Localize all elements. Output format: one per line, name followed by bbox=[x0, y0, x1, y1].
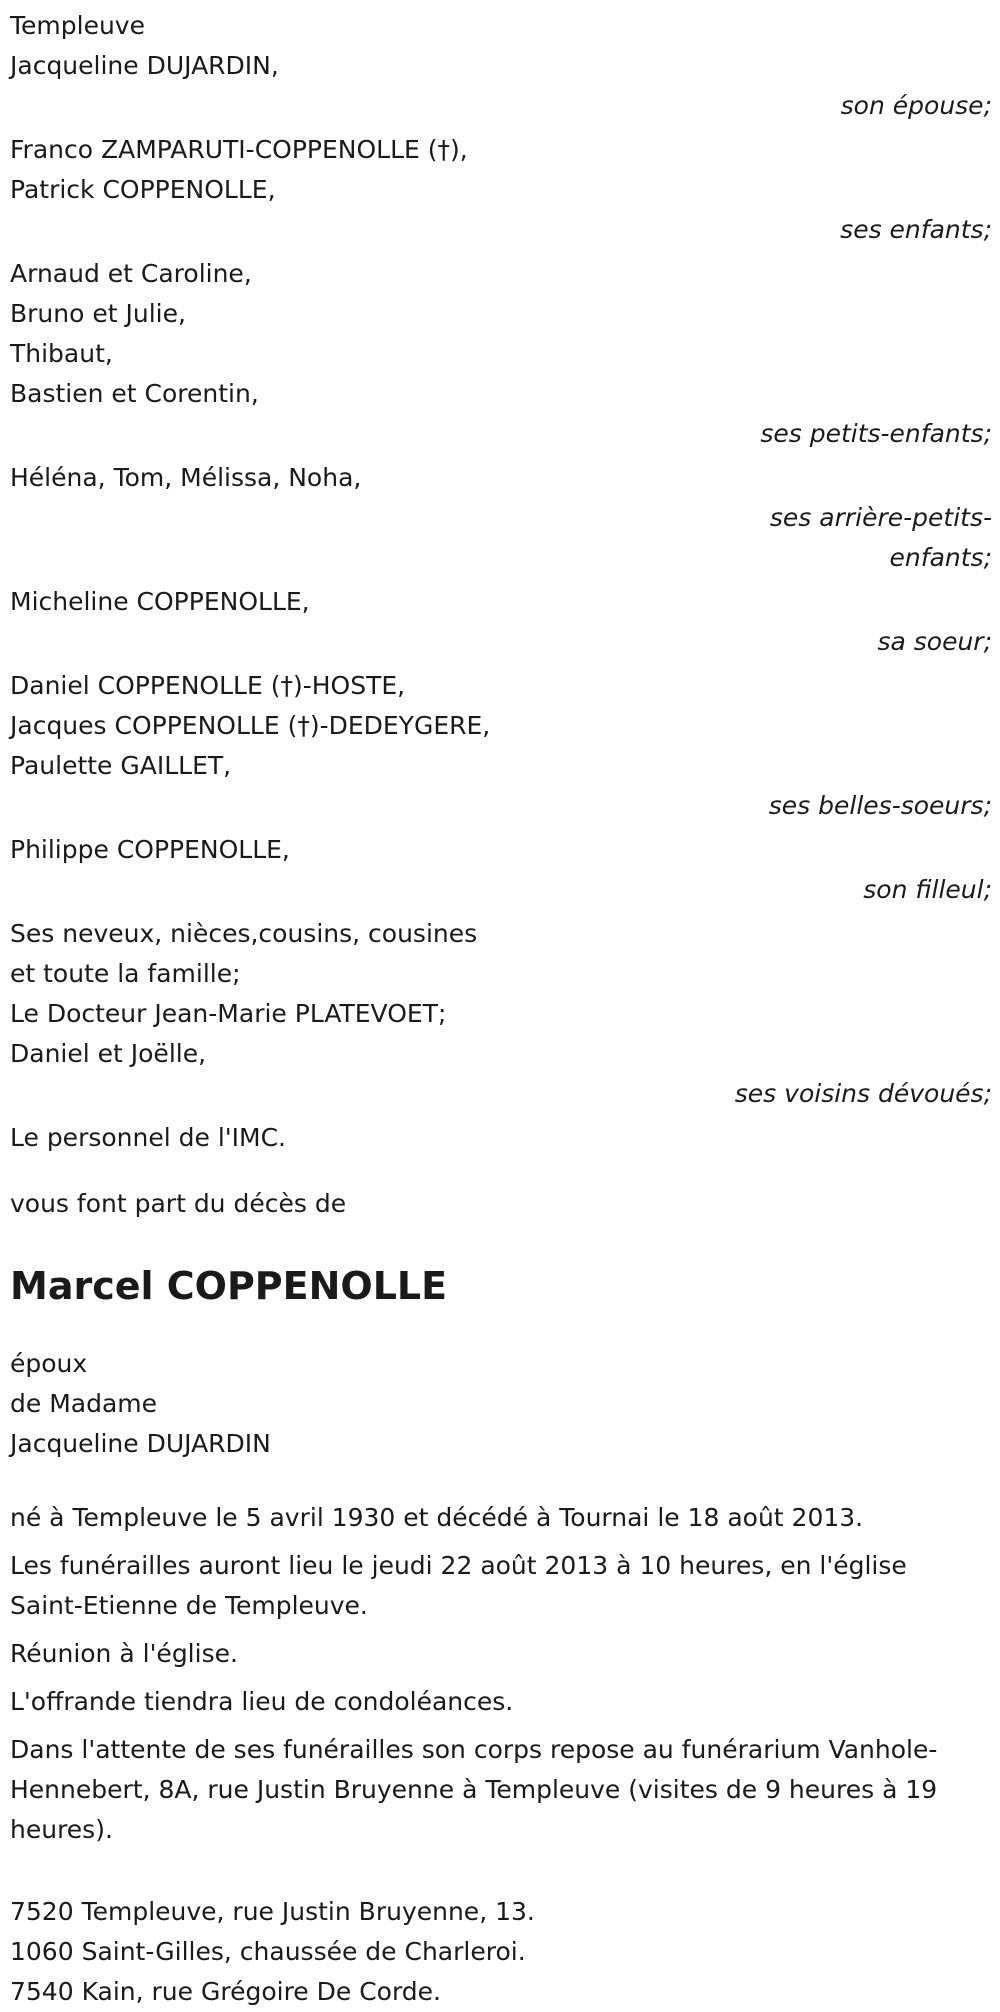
family-name: Arnaud et Caroline, bbox=[10, 259, 252, 288]
deceased-name: Marcel COPPENOLLE bbox=[10, 1264, 448, 1308]
address-line: 7520 Templeuve, rue Justin Bruyenne, 13. bbox=[10, 1897, 535, 1926]
family-name: Paulette GAILLET, bbox=[10, 751, 232, 780]
family-group-great-grandchildren bbox=[10, 458, 992, 578]
family-name: et toute la famille; bbox=[10, 959, 241, 988]
family-role: ses arrière-petits-enfants; bbox=[769, 503, 992, 572]
family-group-children bbox=[10, 130, 992, 250]
family-name: Bastien et Corentin, bbox=[10, 379, 259, 408]
family-role: sa soeur; bbox=[877, 627, 992, 656]
family-group-godson bbox=[10, 830, 992, 910]
family-role: ses petits-enfants; bbox=[760, 419, 992, 448]
family-role: son filleul; bbox=[863, 875, 992, 904]
detail-meeting: Réunion à l'église. bbox=[10, 1639, 238, 1668]
family-name: Daniel et Joëlle, bbox=[10, 1039, 207, 1068]
family-name: Micheline COPPENOLLE, bbox=[10, 587, 310, 616]
family-name: Thibaut, bbox=[10, 339, 113, 368]
place-header: Templeuve bbox=[10, 11, 145, 40]
address-line: 1060 Saint-Gilles, chaussée de Charleroi. bbox=[10, 1937, 526, 1966]
spouse-line: époux bbox=[10, 1349, 88, 1378]
family-name: Daniel COPPENOLLE (†)-HOSTE, bbox=[10, 671, 406, 700]
staff-line: Le personnel de l'IMC. bbox=[10, 1123, 286, 1152]
family-name: Philippe COPPENOLLE, bbox=[10, 835, 290, 864]
family-name: Patrick COPPENOLLE, bbox=[10, 175, 276, 204]
family-role: ses voisins dévoués; bbox=[734, 1079, 992, 1108]
family-group-neighbours bbox=[10, 914, 992, 1114]
family-name: Jacqueline DUJARDIN, bbox=[10, 51, 279, 80]
spouse-line: Jacqueline DUJARDIN bbox=[10, 1429, 271, 1458]
family-name: Le Docteur Jean-Marie PLATEVOET; bbox=[10, 999, 447, 1028]
family-group-grandchildren bbox=[10, 254, 992, 454]
family-name: Héléna, Tom, Mélissa, Noha, bbox=[10, 463, 362, 492]
address-line: 7540 Kain, rue Grégoire De Corde. bbox=[10, 1977, 441, 2006]
spouse-line: de Madame bbox=[10, 1389, 158, 1418]
family-name: Jacques COPPENOLLE (†)-DEDEYGERE, bbox=[10, 711, 491, 740]
family-group-sisters-in-law bbox=[10, 666, 992, 826]
family-name: Ses neveux, nièces,cousins, cousines bbox=[10, 919, 478, 948]
family-role: son épouse; bbox=[840, 91, 992, 120]
announcement-text: vous font part du décès de bbox=[10, 1189, 347, 1218]
detail-birth-death: né à Templeuve le 5 avril 1930 et décédé à Tournai le 18 août 2013. bbox=[10, 1503, 864, 1532]
detail-offering: L'offrande tiendra lieu de condoléances. bbox=[10, 1687, 514, 1716]
family-name: Franco ZAMPARUTI-COPPENOLLE (†), bbox=[10, 135, 468, 164]
detail-funeral: Les funérailles auront lieu le jeudi 22 août 2013 à 10 heures, en l'église Saint-Etienne de Templeuve. bbox=[10, 1551, 907, 1620]
detail-funerarium: Dans l'attente de ses funérailles son corps repose au funérarium Vanhole-Hennebert, 8A, rue Justin Bruyenne à Templeuve (visites de 9 heures à 19 heures). bbox=[10, 1735, 938, 1844]
family-group-spouse bbox=[10, 46, 992, 126]
family-role: ses enfants; bbox=[840, 215, 992, 244]
family-group-sister bbox=[10, 582, 992, 662]
family-role: ses belles-soeurs; bbox=[768, 791, 992, 820]
family-name: Bruno et Julie, bbox=[10, 299, 186, 328]
